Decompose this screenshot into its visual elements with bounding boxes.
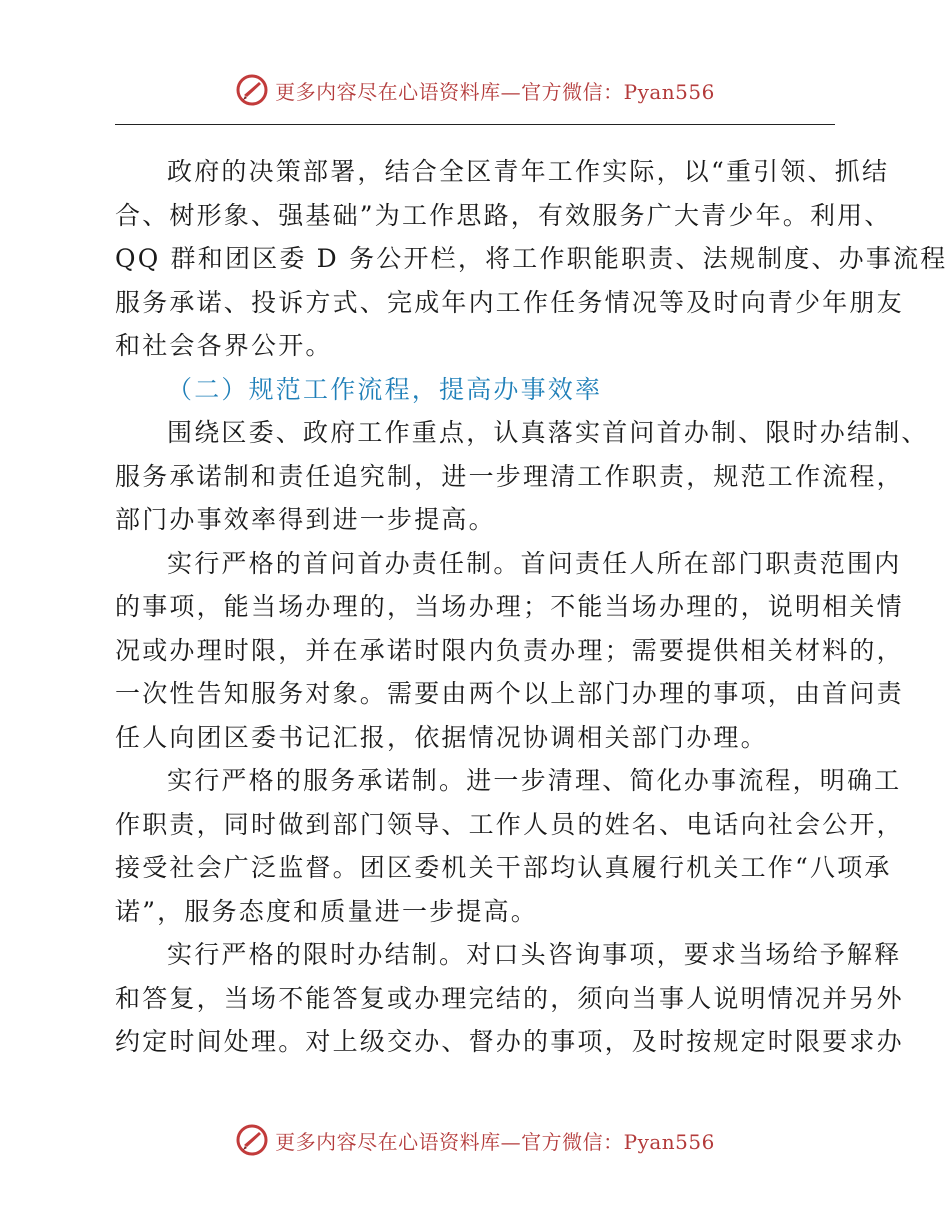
document-body bbox=[115, 150, 948, 1064]
text-line: 实行严格的服务承诺制。进一步清理、简化办事流程，明确工 bbox=[167, 766, 902, 795]
header-banner bbox=[0, 70, 950, 110]
paragraph-5 bbox=[115, 933, 904, 1064]
text-line: 实行严格的限时办结制。对口头咨询事项，要求当场给予解释 bbox=[167, 940, 902, 969]
text-line: 和答复，当场不能答复或办理完结的，须向当事人说明情况并另外 bbox=[115, 983, 904, 1013]
text-line: 一次性告知服务对象。需要由两个以上部门办理的事项，由首问责 bbox=[115, 679, 904, 708]
paragraph-3 bbox=[115, 542, 904, 760]
text-line: 部门办事效率得到进一步提高。 bbox=[115, 505, 496, 534]
footer-banner bbox=[0, 1120, 950, 1160]
paragraph-1 bbox=[115, 150, 948, 368]
text-line: 服务承诺、投诉方式、完成年内工作任务情况等及时向青少年朋友 bbox=[115, 287, 904, 317]
text-line: QQ 群和团区委 D 务公开栏，将工作职能职责、法规制度、办事流程 bbox=[115, 244, 948, 273]
text-line: 的事项，能当场办理的，当场办理；不能当场办理的，说明相关情 bbox=[115, 592, 904, 621]
text-line: 作职责，同时做到部门领导、工作人员的姓名、电话向社会公开， bbox=[115, 809, 904, 839]
text-line: 和社会各界公开。 bbox=[115, 331, 333, 360]
text-line: 接受社会广泛监督。团区委机关干部均认真履行机关工作“八项承 bbox=[115, 853, 892, 882]
logo-icon bbox=[235, 1123, 269, 1157]
logo-icon bbox=[235, 73, 269, 107]
text-line: 约定时间处理。对上级交办、督办的事项，及时按规定时限要求办 bbox=[115, 1027, 904, 1056]
text-line: 诺”，服务态度和质量进一步提高。 bbox=[115, 896, 538, 926]
heading-text: （二）规范工作流程，提高办事效率 bbox=[167, 374, 603, 404]
text-line: 况或办理时限，并在承诺时限内负责办理；需要提供相关材料的， bbox=[115, 635, 904, 665]
text-line: 围绕区委、政府工作重点，认真落实首问首办制、限时办结制、 bbox=[167, 418, 929, 447]
text-line: 实行严格的首问首办责任制。首问责任人所在部门职责范围内 bbox=[167, 548, 902, 578]
banner-text: 更多内容尽在心语资料库—官方微信：Pyan556 bbox=[275, 1129, 715, 1154]
text-line: 政府的决策部署，结合全区青年工作实际，以“重引领、抓结 bbox=[167, 157, 890, 186]
header-rule bbox=[115, 124, 835, 125]
text-line: 任人向团区委书记汇报，依据情况协调相关部门办理。 bbox=[115, 722, 768, 752]
text-line: 合、树形象、强基础”为工作思路，有效服务广大青少年。利用、 bbox=[115, 200, 892, 230]
paragraph-4 bbox=[115, 759, 904, 933]
paragraph-2 bbox=[115, 411, 929, 542]
section-heading bbox=[115, 368, 835, 412]
text-line: 服务承诺制和责任追究制，进一步理清工作职责，规范工作流程， bbox=[115, 461, 904, 491]
banner-text: 更多内容尽在心语资料库—官方微信：Pyan556 bbox=[275, 79, 715, 104]
